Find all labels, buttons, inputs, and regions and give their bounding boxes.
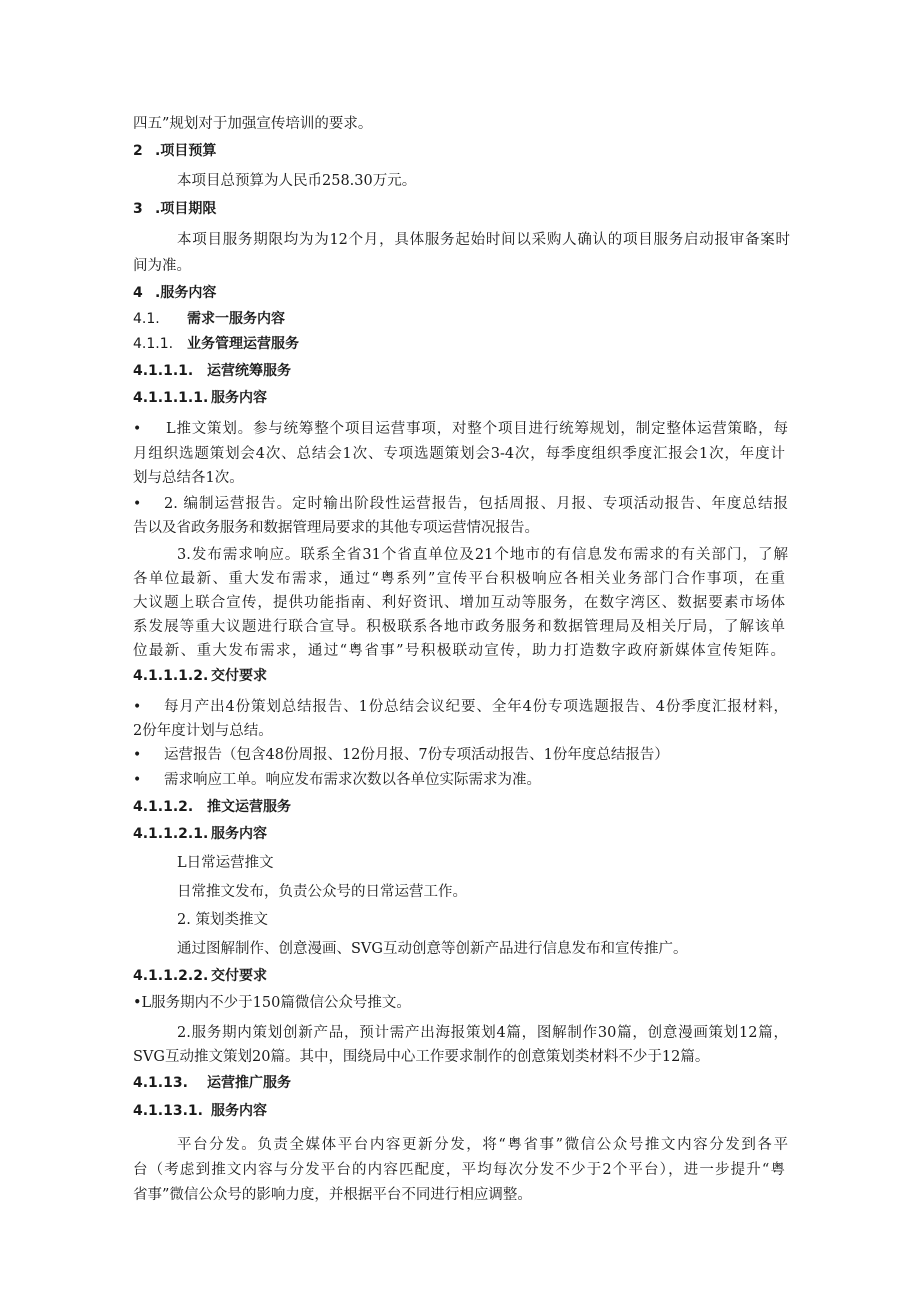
paragraph-line: 2. 编制运营报告。定时输出阶段性运营报告，包括周报、月报、专项活动报告、年度总结报 (164, 496, 788, 512)
heading-number: 4.1.1.2. (133, 799, 194, 815)
paragraph-line: L日常运营推文 (177, 855, 274, 871)
paragraph-line: 2份年度计划与总结。 (133, 723, 273, 739)
heading-number: 4.1.1.1.1. (133, 390, 209, 406)
bullet-icon: • (133, 747, 142, 763)
paragraph-line: 通过图解制作、创意漫画、SVG互动创意等创新产品进行信息发布和宣传推广。 (177, 941, 688, 957)
heading-title: .项目预算 (155, 143, 217, 159)
heading-number: 4.1.13.1. (133, 1103, 203, 1119)
heading-4-1-1-2-2 (133, 966, 267, 986)
list-item: 每月产出4份策划总结报告、1份总结会议纪要、全年4份专项选题报告、4份季度汇报材料， (164, 699, 788, 715)
paragraph-line: 各单位最新、重大发布需求，通过“粤系列”宣传平台积极响应各相关业务部门合作事项，在重 (133, 571, 785, 587)
heading-title: 服务内容 (211, 826, 267, 842)
heading-number: 4.1.1. (133, 336, 174, 352)
paragraph-line: 本项目服务期限均为为12个月，具体服务起始时间以采购人确认的项目服务启动报审备案时 (177, 232, 790, 248)
heading-title: 交付要求 (211, 668, 267, 684)
paragraph-line: 系发展等重大议题进行联合宣导。积极联系各地市政务服务和数据管理局及相关厅局，了解该单 (133, 619, 785, 635)
heading-title: .项目期限 (155, 201, 217, 217)
bullet-icon: • (133, 496, 142, 512)
heading-title: 推文运营服务 (207, 799, 291, 815)
heading-4-1-1-2 (133, 797, 291, 817)
heading-4-1-1-1-2 (133, 666, 267, 686)
heading-title: 交付要求 (211, 968, 267, 984)
paragraph-line: 月组织选题策划会4次、总结会1次、专项选题策划会3-4次，每季度组织季度汇报会1次，年度计 (133, 446, 785, 462)
list-item: 运营报告（包含48份周报、12份月报、7份专项活动报告、1份年度总结报告） (164, 747, 669, 763)
paragraph-line: 本项目总预算为人民币258.30万元。 (177, 173, 417, 189)
heading-number: 4 (133, 285, 143, 301)
heading-number: 4.1.1.2.2. (133, 968, 209, 984)
heading-4-1 (133, 309, 285, 329)
heading-2 (133, 141, 216, 161)
heading-4-1-13 (133, 1073, 291, 1093)
bullet-icon: • (133, 421, 142, 437)
heading-number: 4.1.1.1.2. (133, 668, 209, 684)
paragraph-line: 日常推文发布，负责公众号的日常运营工作。 (177, 884, 467, 900)
heading-title: 运营推广服务 (207, 1075, 291, 1091)
heading-number: 4.1.1.2.1. (133, 826, 209, 842)
heading-number: 3 (133, 201, 143, 217)
paragraph-line: 台（考虑到推文内容与分发平台的内容匹配度，平均每次分发不少于2个平台），进一步提升“粤 (133, 1162, 785, 1178)
paragraph-line: 告以及省政务服务和数据管理局要求的其他专项运营情况报告。 (133, 520, 539, 536)
paragraph-line: 平台分发。负责全媒体平台内容更新分发，将“粤省事”微信公众号推文内容分发到各平 (177, 1137, 788, 1153)
bullet-icon: • (133, 772, 142, 788)
heading-number: 4.1.1.1. (133, 363, 194, 379)
heading-4-1-13-1 (133, 1101, 267, 1121)
paragraph-line: L推文策划。参与统筹整个项目运营事项，对整个项目进行统筹规划，制定整体运营策略，每 (166, 421, 788, 437)
paragraph-line: 间为准。 (133, 258, 191, 274)
paragraph-line: 划与总结各1次。 (133, 470, 244, 486)
heading-title: 服务内容 (211, 1103, 267, 1119)
paragraph-line: 大议题上联合宣传，提供功能指南、利好资讯、增加互动等服务，在数字湾区、数据要素市场体 (133, 595, 785, 611)
paragraph-line: 四五”规划对于加强宣传培训的要求。 (133, 116, 373, 132)
heading-title: 服务内容 (211, 390, 267, 406)
heading-title: .服务内容 (155, 285, 217, 301)
heading-title: 运营统筹服务 (207, 363, 291, 379)
bullet-icon: • (133, 699, 142, 715)
paragraph-line: SVG互动推文策划20篇。其中，围绕局中心工作要求制作的创意策划类材料不少于12篇。 (133, 1049, 710, 1065)
heading-4-1-1 (133, 334, 299, 354)
heading-4-1-1-1-1 (133, 388, 267, 408)
heading-4 (133, 283, 216, 303)
heading-4-1-1-2-1 (133, 824, 267, 844)
heading-number: 2 (133, 143, 143, 159)
heading-title: 需求一服务内容 (187, 311, 285, 327)
list-item: 需求响应工单。响应发布需求次数以各单位实际需求为准。 (164, 772, 541, 788)
heading-number: 4.1. (133, 311, 160, 327)
heading-4-1-1-1 (133, 361, 291, 381)
heading-title: 业务管理运营服务 (187, 336, 299, 352)
paragraph-line: •L服务期内不少于150篇微信公众号推文。 (133, 995, 411, 1011)
heading-number: 4.1.13. (133, 1075, 188, 1091)
paragraph-line: 位最新、重大发布需求，通过“粤省事”号积极联动宣传，助力打造数字政府新媒体宣传矩阵。 (133, 643, 785, 659)
paragraph-line: 3.发布需求响应。联系全省31个省直单位及21个地市的有信息发布需求的有关部门，了解 (177, 547, 788, 563)
paragraph-line: 2. 策划类推文 (177, 912, 268, 928)
paragraph-line: 2.服务期内策划创新产品，预计需产出海报策划4篇，图解制作30篇，创意漫画策划12篇， (177, 1025, 788, 1041)
paragraph-line: 省事”微信公众号的影响力度，并根据平台不同进行相应调整。 (133, 1187, 532, 1203)
heading-3 (133, 199, 216, 219)
